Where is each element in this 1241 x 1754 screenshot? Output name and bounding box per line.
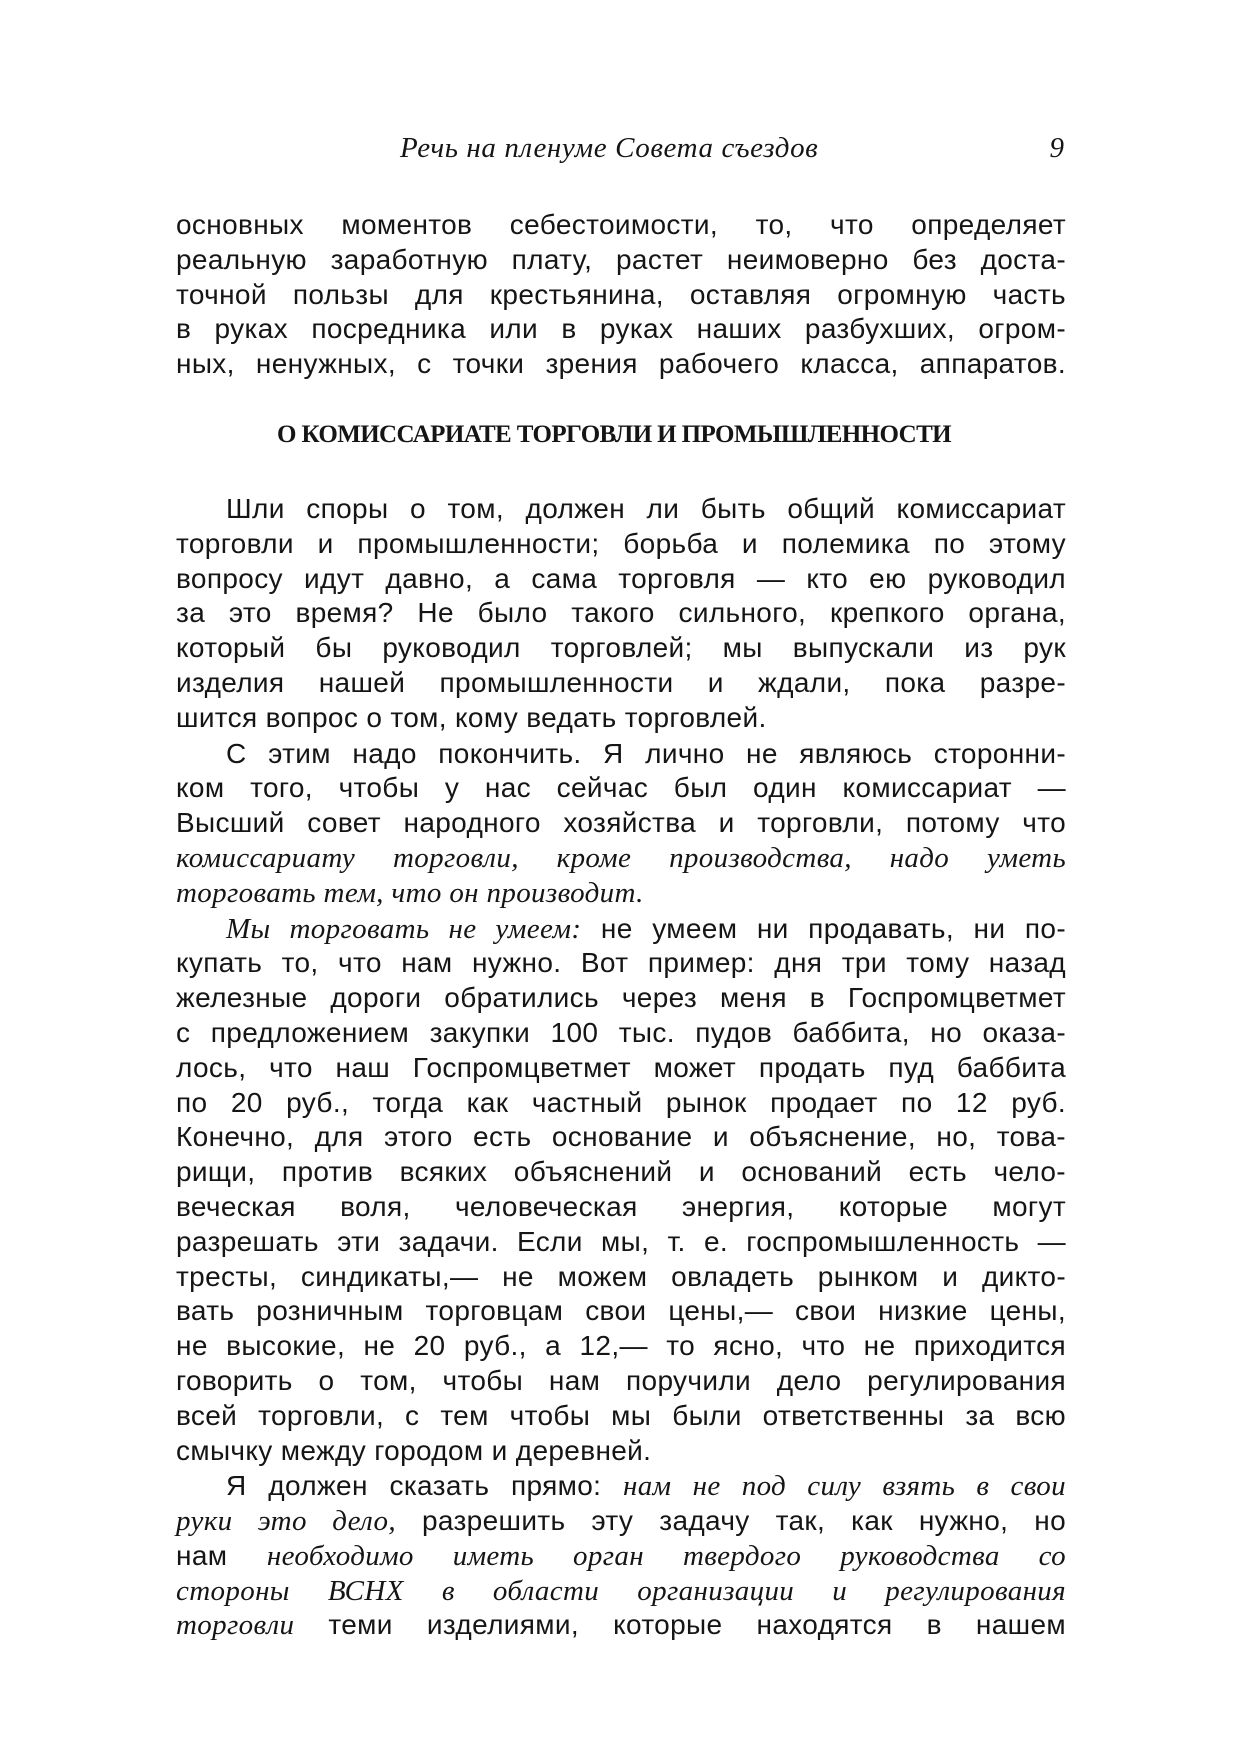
- paragraph-2: [176, 737, 1066, 911]
- text-line: [176, 841, 1066, 876]
- paragraph-1: [176, 492, 1066, 736]
- running-title: Речь на пленуме Совета съездов: [400, 132, 819, 164]
- text-line: который бы руководил торговлей; мы выпускали из рук: [176, 632, 1066, 664]
- text-line: железные дороги обратились через меня в Госпромцветмет: [176, 982, 1066, 1014]
- text-line: С этим надо покончить. Я лично не являюсь сторонни-: [226, 737, 1066, 769]
- text-line: [176, 1504, 1066, 1539]
- text-line: точной пользы для крестьянина, оставляя огромную часть: [176, 278, 1066, 310]
- text-line: [176, 1469, 1066, 1504]
- text-line: веческая воля, человеческая энергия, которые могут: [176, 1190, 1066, 1222]
- text-line: [176, 1539, 1066, 1574]
- text-line: ком того, чтобы у нас сейчас был один комиссариат —: [176, 772, 1066, 804]
- emphasis: стороны ВСНХ в области организации и регулирования: [176, 1574, 1066, 1607]
- page-number: 9: [1049, 132, 1064, 164]
- text-line: Шли споры о том, должен ли быть общий комиссариат: [226, 492, 1066, 524]
- book-page: [176, 0, 1066, 1754]
- text-line: [176, 876, 1066, 911]
- text-line: смычку между городом и деревней.: [176, 1434, 652, 1466]
- text-line: [176, 912, 1066, 947]
- text-line: вопросу идут давно, а сама торговля — кто ею руководил: [176, 562, 1066, 594]
- text-line: говорить о том, чтобы нам поручили дело регулирования: [176, 1364, 1066, 1396]
- text-line: по 20 руб., тогда как частный рынок продает по 12 руб.: [176, 1086, 1066, 1118]
- emphasis: необходимо иметь орган твердого руководства со: [266, 1539, 1067, 1572]
- text-line: [176, 1574, 1066, 1609]
- text-line: разрешать эти задачи. Если мы, т. е. госпромышленность —: [176, 1225, 1066, 1257]
- emphasis: Мы торговать не умеем:: [226, 912, 582, 945]
- text-line: Конечно, для этого есть основание и объяснение, но, това-: [176, 1121, 1066, 1153]
- text-run: нам: [176, 1539, 267, 1571]
- emphasis: торговать тем, что он производит.: [176, 876, 644, 909]
- text-line: тресты, синдикаты,— не можем овладеть рынком и дикто-: [176, 1260, 1066, 1292]
- paragraph-3: [176, 912, 1066, 1469]
- continuation-paragraph: [176, 208, 1066, 382]
- text-line: лось, что наш Госпромцветмет может продать пуд баббита: [176, 1051, 1066, 1083]
- text-line: Высший совет народного хозяйства и торговли, потому что: [176, 807, 1066, 839]
- text-line: ных, ненужных, с точки зрения рабочего класса, аппаратов.: [176, 348, 1066, 380]
- text-line: всей торговли, с тем чтобы мы были ответственны за всю: [176, 1399, 1066, 1431]
- text-line: реальную заработную плату, растет неимоверно без доста-: [176, 243, 1066, 275]
- emphasis: нам не под силу взять в свои: [622, 1470, 1066, 1503]
- emphasis: руки это дело,: [176, 1505, 396, 1538]
- text-line: купать то, что нам нужно. Вот пример: дня три тому назад: [176, 947, 1066, 979]
- running-head: [176, 132, 1066, 168]
- section-heading: О КОМИССАРИАТЕ ТОРГОВЛИ И ПРОМЫШЛЕННОСТИ: [276, 420, 952, 448]
- text-line: не высокие, не 20 руб., а 12,— то ясно, что не приходится: [176, 1330, 1066, 1362]
- text-line: торговли и промышленности; борьба и полемика по этому: [176, 527, 1066, 559]
- text-line: основных моментов себестоимости, то, что определяет: [176, 209, 1066, 240]
- paragraph-4: [176, 1469, 1066, 1643]
- text-run: Я должен сказать прямо:: [226, 1470, 623, 1502]
- text-run: разрешить эту задачу так, как нужно, но: [395, 1505, 1066, 1537]
- emphasis: комиссариату торговли, кроме производства, надо уметь: [176, 841, 1066, 874]
- text-line: в руках посредника или в руках наших разбухших, огром-: [176, 313, 1066, 345]
- text-line: вать розничным торговцам свои цены,— свои низкие цены,: [176, 1295, 1066, 1327]
- text-run: не умеем ни продавать, ни по-: [581, 912, 1066, 944]
- text-run: теми изделиями, которые находятся в нашем: [294, 1609, 1066, 1641]
- text-line: шится вопрос о том, кому ведать торговлей.: [176, 701, 767, 733]
- text-line: изделия нашей промышленности и ждали, пока разре-: [176, 666, 1066, 698]
- text-line: [176, 1608, 1066, 1643]
- text-line: за это время? Не было такого сильного, крепкого органа,: [176, 597, 1066, 629]
- text-line: с предложением закупки 100 тыс. пудов баббита, но оказа-: [176, 1016, 1066, 1048]
- emphasis: торговли: [176, 1609, 295, 1642]
- body-text: [176, 208, 1066, 1643]
- text-line: рищи, против всяких объяснений и оснований есть чело-: [176, 1156, 1066, 1188]
